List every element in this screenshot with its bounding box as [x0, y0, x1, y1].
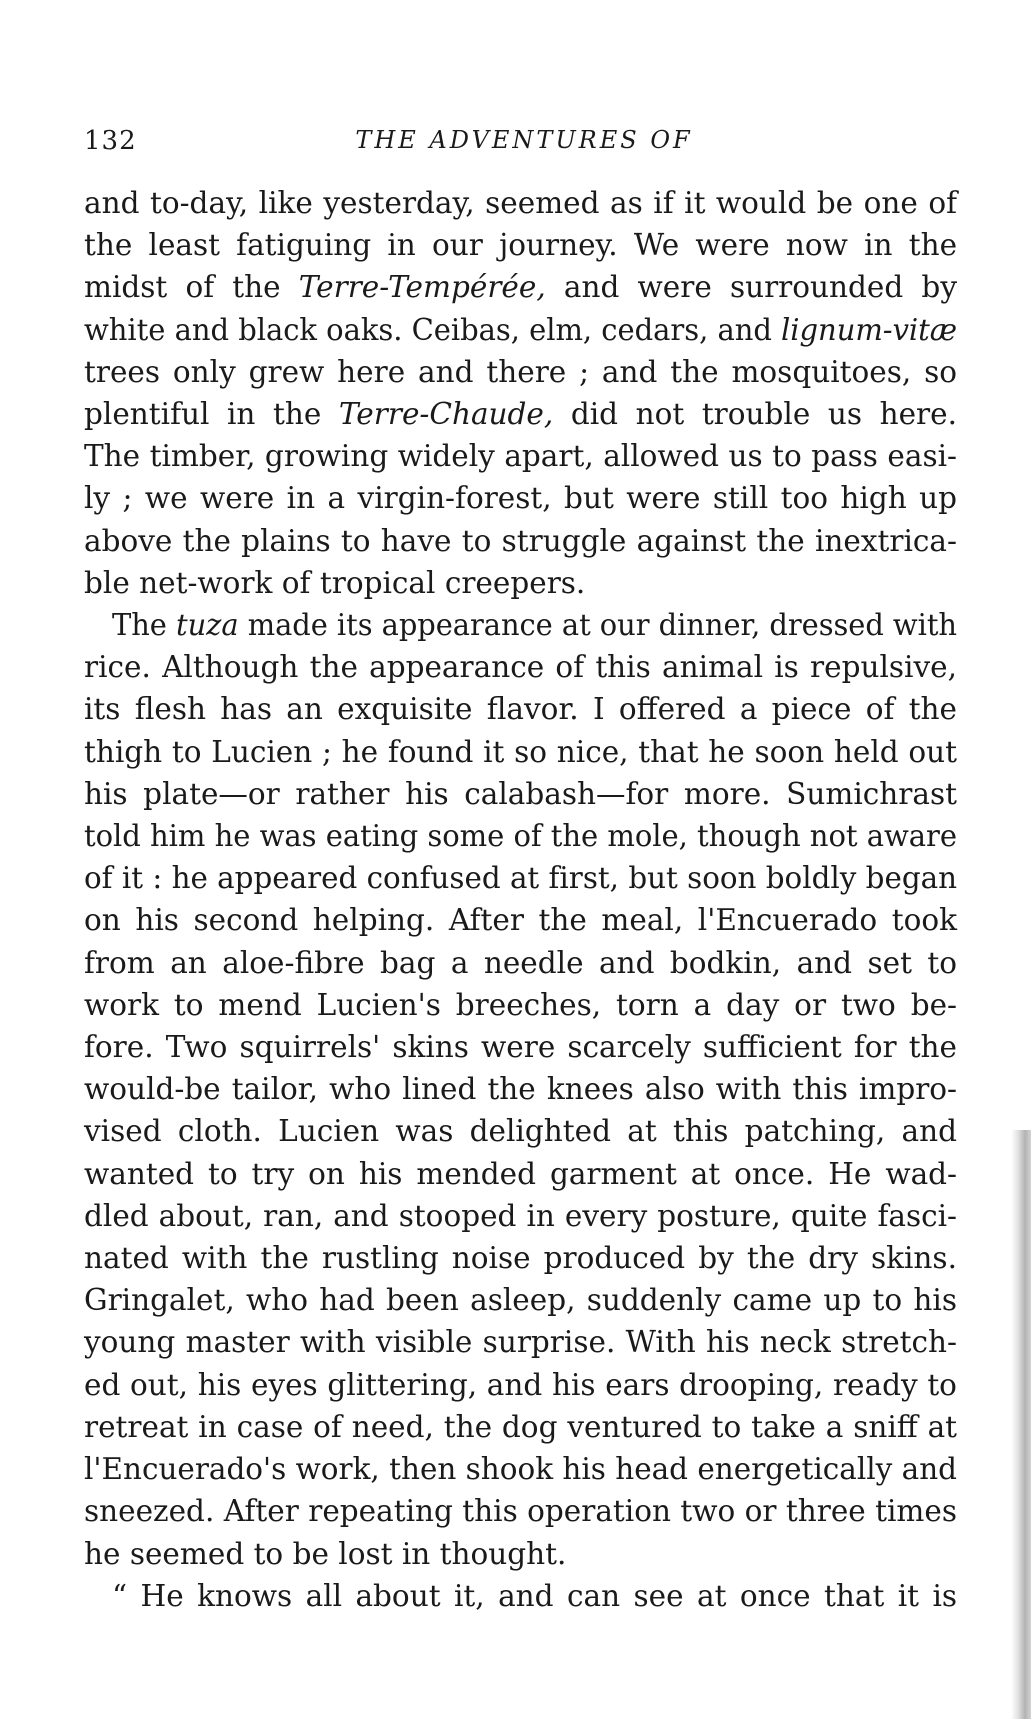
line-text: Gringalet, who had been asleep, suddenly came up to his: [84, 1283, 957, 1318]
text-line: [84, 309, 957, 351]
text-line: [84, 773, 957, 815]
line-text: thigh to Lucien ; he found it so nice, that he soon held out: [84, 734, 957, 769]
text-line: [84, 1321, 957, 1363]
line-text: The timber, growing widely apart, allowed us to pass easi-: [84, 439, 958, 474]
line-text: told him he was eating some of the mole, though not aware: [84, 819, 958, 854]
line-text: nated with the rustling noise produced by the dry skins.: [84, 1241, 957, 1276]
line-text: above the plains to have to struggle against the inextrica-: [84, 523, 957, 558]
line-text: young master with visible surprise. With his neck stretch-: [84, 1325, 958, 1360]
text-line: [84, 266, 957, 308]
italic-term: tuza: [176, 608, 239, 643]
scan-page-edge: [1011, 1130, 1031, 1719]
text-line: [84, 224, 957, 266]
line-text: did not trouble us here.: [553, 397, 957, 432]
line-text: trees only grew here and there ; and the mosquitoes, so: [84, 354, 957, 389]
page-number: 132: [84, 126, 137, 156]
line-text: l'Encuerado's work, then shook his head energetically and: [84, 1452, 958, 1487]
text-line: [84, 604, 957, 646]
text-line: [84, 1279, 957, 1321]
line-text: plentiful in the: [84, 397, 339, 432]
text-line: [84, 1026, 957, 1068]
text-line: [84, 984, 957, 1026]
text-line: [84, 857, 957, 899]
line-text: retreat in case of need, the dog ventured to take a sniff at: [84, 1409, 958, 1444]
text-line: [84, 1448, 957, 1490]
page-header: [84, 126, 964, 166]
text-line: [84, 1575, 957, 1617]
line-text: made its appearance at our dinner, dressed with: [238, 608, 957, 643]
line-text: would-be tailor, who lined the knees also with this impro-: [84, 1072, 958, 1107]
line-text: from an aloe-fibre bag a needle and bodkin, and set to: [84, 945, 958, 980]
text-line: [84, 1364, 957, 1406]
text-line: [84, 351, 957, 393]
line-text: of it : he appeared confused at first, but soon boldly began: [84, 861, 958, 896]
line-text: dled about, ran, and stooped in every posture, quite fasci-: [84, 1198, 958, 1233]
line-text: wanted to try on his mended garment at once. He wad-: [84, 1156, 958, 1191]
text-line: [84, 1195, 957, 1237]
text-line: [84, 477, 957, 519]
line-text: work to mend Lucien's breeches, torn a day or two be-: [84, 987, 958, 1022]
line-text: he seemed to be lost in thought.: [84, 1536, 567, 1571]
line-text: white and black oaks. Ceibas, elm, cedars, and: [84, 312, 782, 347]
text-line: [84, 435, 957, 477]
line-text: ly ; we were in a virgin-forest, but were still too high up: [84, 481, 958, 516]
line-text: fore. Two squirrels' skins were scarcely sufficient for the: [84, 1030, 958, 1065]
text-line: [84, 815, 957, 857]
text-line: [84, 899, 957, 941]
text-line: [84, 1068, 957, 1110]
text-line: [84, 393, 957, 435]
line-text: ble net-work of tropical creepers.: [84, 565, 586, 600]
running-title: THE ADVENTURES OF: [355, 126, 693, 154]
italic-term: Terre-Chaude,: [338, 397, 554, 432]
text-line: [84, 688, 957, 730]
line-text: its flesh has an exquisite flavor. I offered a piece of the: [84, 692, 958, 727]
text-line: [84, 646, 957, 688]
line-text: “ He knows all about it, and can see at once that it is: [112, 1578, 958, 1613]
line-text: ed out, his eyes glittering, and his ears drooping, ready to: [84, 1367, 957, 1402]
line-text: and to-day, like yesterday, seemed as if it would be one of: [84, 186, 958, 220]
text-line: [84, 1406, 957, 1448]
text-line: [84, 1490, 957, 1532]
line-text: and were surrounded by: [545, 270, 957, 305]
text-line: [84, 731, 957, 773]
italic-term: Terre-Tempérée,: [298, 270, 546, 305]
text-line: [84, 1153, 957, 1195]
line-text: the least fatiguing in our journey. We were now in the: [84, 228, 958, 263]
text-line: [84, 942, 957, 984]
italic-term: lignum-vitæ: [781, 312, 958, 347]
text-line: [84, 1110, 957, 1152]
line-text: his plate—or rather his calabash—for more. Sumichrast: [84, 776, 957, 811]
text-line: [84, 1237, 957, 1279]
line-text: vised cloth. Lucien was delighted at this patching, and: [84, 1114, 957, 1149]
text-line: [84, 1533, 957, 1575]
line-text: on his second helping. After the meal, l'Encuerado took: [84, 903, 958, 938]
text-line: [84, 562, 957, 604]
line-text: sneezed. After repeating this operation two or three times: [84, 1494, 958, 1529]
text-line: [84, 182, 957, 224]
body-text: [84, 182, 957, 1617]
line-text: rice. Although the appearance of this animal is repulsive,: [84, 650, 957, 685]
line-text: midst of the: [84, 270, 299, 305]
line-text: The: [112, 608, 177, 643]
text-line: [84, 520, 957, 562]
